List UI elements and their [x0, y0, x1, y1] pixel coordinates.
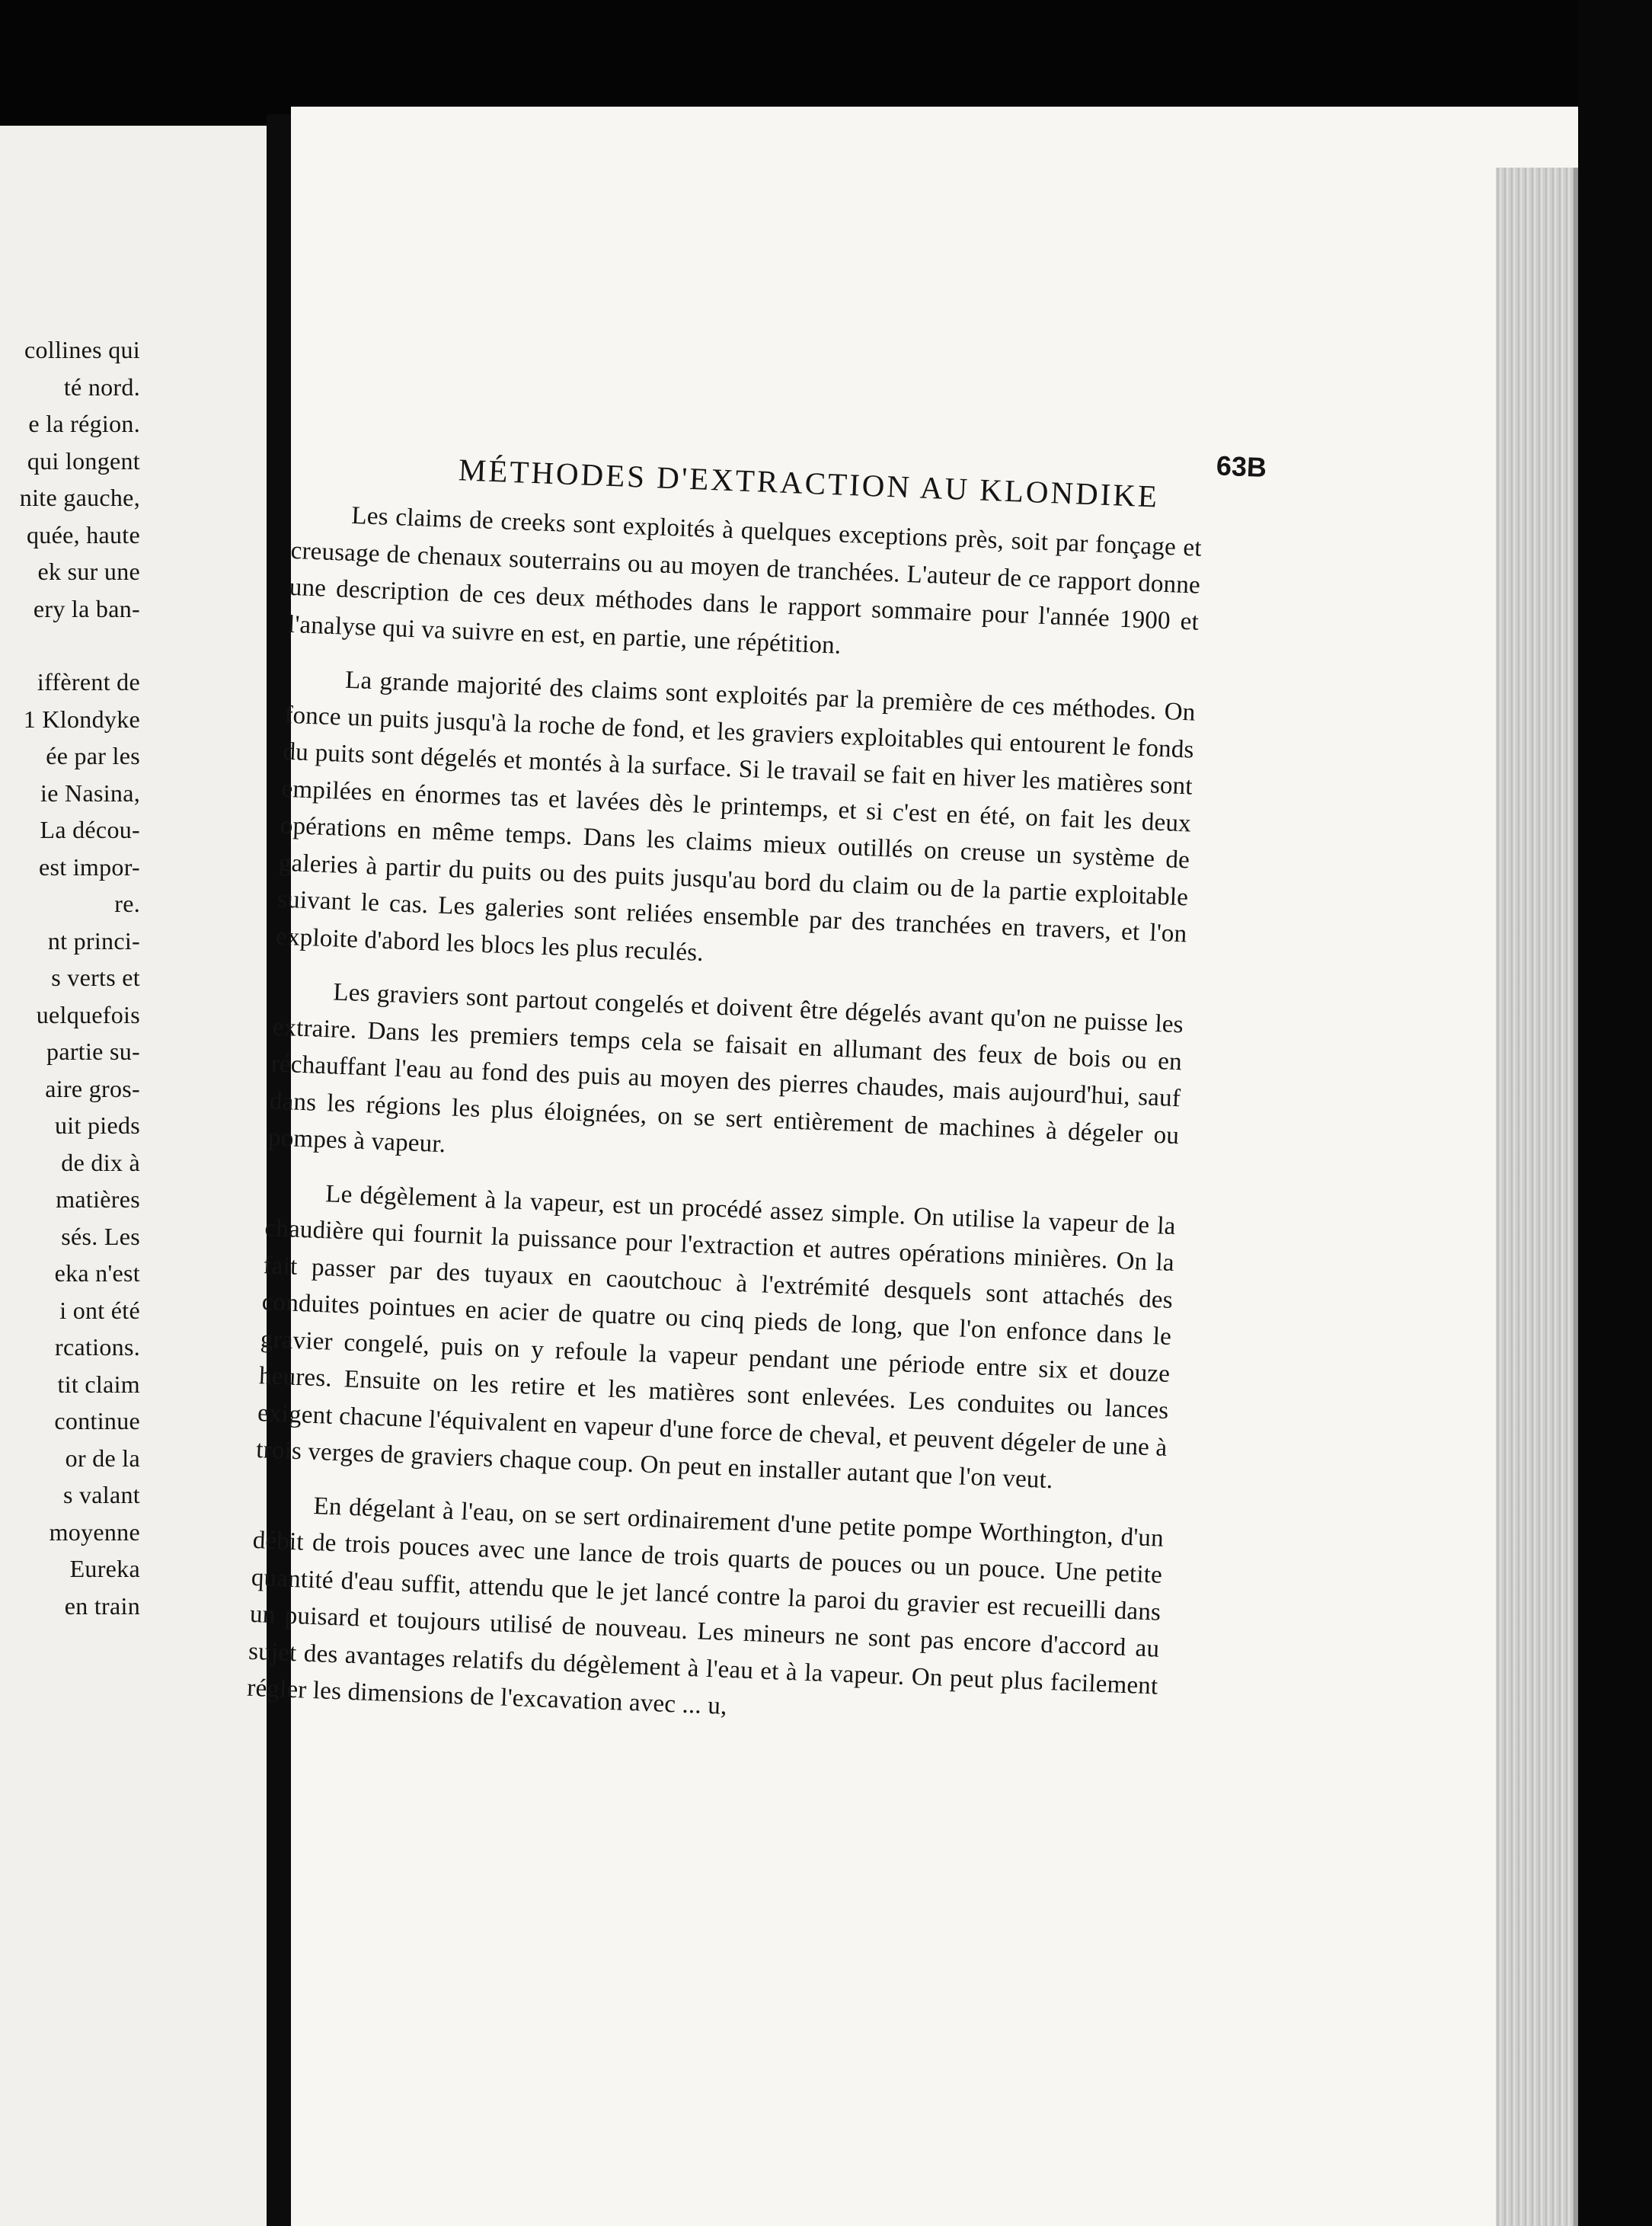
- left-page-line: La décou-: [40, 816, 140, 843]
- left-page-line: rcations.: [55, 1333, 140, 1361]
- left-facing-page: [0, 126, 267, 2226]
- left-page-line: tit claim: [57, 1370, 140, 1398]
- left-page-line: partie su-: [46, 1038, 140, 1065]
- paragraph: La grande majorité des claims sont exploités par la première de ces méthodes. On fonce un puits jusqu'à la roche de fond, et les graviers exploitables qui entourent le fonds du puits sont dégelés et montés à la surface. Si le travail se fait en hiver les matières sont empilées en énormes tas et lavées dès le printemps, et si c'est en été, on fait les deux opérations en même temps. Dans les claims mieux outillés on creuse un système de galeries à partir du puits ou des puits jusqu'au bord du claim ou de la partie exploitable suivant le cas. Les galeries sont reliées ensemble par des tranchées en travers, et l'on exploite d'abord les blocs les plus reculés.: [275, 666, 1197, 967]
- left-page-line: est impor-: [39, 852, 140, 881]
- left-page-line: en train: [64, 1591, 140, 1620]
- left-page-line: i ont été: [59, 1296, 140, 1324]
- left-page-text: [20, 331, 140, 1624]
- body-text: [246, 495, 1202, 1741]
- left-page-line: s valant: [62, 1481, 140, 1508]
- left-page-line: nite gauche,: [19, 484, 140, 511]
- page-edges: [1496, 168, 1578, 2226]
- left-page-line: sés. Les: [61, 1222, 140, 1250]
- left-page-line: ek sur une: [37, 558, 140, 585]
- section-title: MÉTHODES D'EXTRACTION AU KLONDIKE: [458, 452, 1160, 514]
- left-page-line: ée par les: [46, 742, 140, 769]
- left-page-line: nt princi-: [47, 926, 140, 955]
- left-page-line: continue: [54, 1407, 140, 1434]
- left-page-gap: [20, 627, 140, 664]
- left-page-line: quée, haute: [26, 520, 140, 549]
- left-page-line: iffèrent de: [37, 668, 140, 696]
- scan-background: [1578, 0, 1652, 2226]
- page-number: 63B: [1216, 449, 1267, 483]
- left-page-line: aire gros-: [45, 1074, 140, 1102]
- left-page-line: ery la ban-: [33, 594, 140, 622]
- paragraph: Les graviers sont partout congelés et doivent être dégelés avant qu'on ne puisse les extraire. Dans les premiers temps cela se faisait en allumant des feux de bois ou en réchauffant l'eau au fond des puis au moyen des pierres chaudes, mais aujourd'hui, sauf dans les régions les plus éloignées, on se sert entièrement de machines à dégeler ou pompes à vapeur.: [267, 978, 1184, 1159]
- left-page-line: de dix à: [61, 1148, 140, 1176]
- left-page-line: uelquefois: [36, 1000, 140, 1028]
- right-page-text-block: [246, 427, 1521, 1770]
- left-page-line: qui longent: [27, 446, 140, 475]
- left-page-line: Eureka: [69, 1555, 140, 1582]
- left-page-line: uit pieds: [54, 1111, 140, 1139]
- left-page-line: 1 Klondyke: [23, 705, 140, 733]
- left-page-line: s verts et: [51, 964, 140, 991]
- left-page-line: eka n'est: [54, 1259, 140, 1287]
- left-page-line: té nord.: [63, 373, 140, 401]
- left-page-line: e la région.: [28, 410, 140, 437]
- left-page-line: re.: [114, 890, 140, 917]
- left-page-line: collines qui: [24, 336, 140, 363]
- left-page-line: matières: [56, 1185, 140, 1213]
- paragraph: En dégelant à l'eau, on se sert ordinairement d'une petite pompe Worthington, d'un débit de trois pouces avec une lance de trois quarts de pouces ou un pouce. Une petite quantité d'eau suffit, attendu que le jet lancé contre la paroi du gravier est recueilli dans un puisard et toujours utilisé de nouveau. Les mineurs ne sont pas encore d'accord au sujet des avantages relatifs du dégèlement à l'eau et à la vapeur. On peut plus facilement régler les dimensions de l'excavation avec ... u,: [246, 1492, 1165, 1720]
- left-page-line: or de la: [65, 1444, 140, 1472]
- paragraph: Le dégèlement à la vapeur, est un procédé assez simple. On utilise la vapeur de la chaudière qui fournit la puissance pour l'extraction et autres opérations minières. On la fait passer par des tuyaux en caoutchouc à l'extrémité desquels sont attachés des conduites pointues en acier de quatre ou cinq pieds de long, que l'on enfonce dans le gravier congelé, puis on y refoule la vapeur pendant une période entre six et douze heures. Ensuite on les retire et les matières sont enlevées. Les conduites ou lances exigent chacune l'équivalent en vapeur d'une force de cheval, et peuvent dégeler de une à trois verges de graviers chaque coup. On peut en installer autant que l'on veut.: [255, 1179, 1177, 1495]
- right-page: [246, 107, 1578, 2226]
- left-page-line: ie Nasina,: [40, 779, 140, 807]
- paragraph: Les claims de creeks sont exploités à quelques exceptions près, soit par fonçage et creusage de chenaux souterrains ou au moyen de tranchées. L'auteur de ce rapport donne une description de ces deux méthodes dans le rapport sommaire pour l'année 1900 et l'analyse qui va suivre en est, en partie, une répétition.: [287, 501, 1203, 660]
- left-page-line: moyenne: [49, 1518, 140, 1546]
